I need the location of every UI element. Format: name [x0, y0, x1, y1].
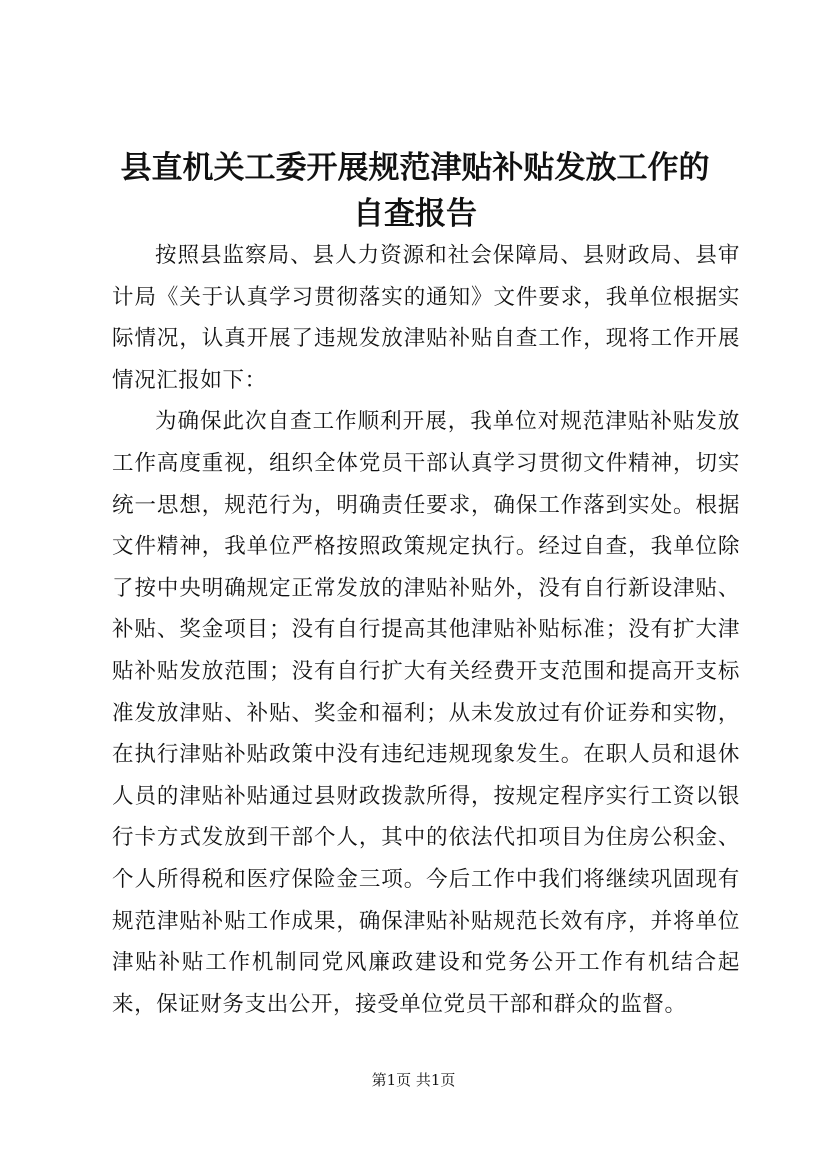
paragraph-intro: 按照县监察局、县人力资源和社会保障局、县财政局、县审计局《关于认真学习贯彻落实的通知》文件要求，我单位根据实际情况，认真开展了违规发放津贴补贴自查工作，现将工作开展情况汇报如下： — [112, 243, 740, 393]
page-number-footer: 第1页 共1页 — [371, 1071, 456, 1089]
document-title: 县直机关工委开展规范津贴补贴发放工作的自查报告 — [120, 150, 710, 232]
document-body — [112, 235, 740, 1025]
paragraph-main: 为确保此次自查工作顺利开展，我单位对规范津贴补贴发放工作高度重视，组织全体党员干部认真学习贯彻文件精神，切实统一思想，规范行为，明确责任要求，确保工作落到实处。根据文件精神，我单位严格按照政策规定执行。经过自查，我单位除了按中央明确规定正常发放的津贴补贴外，没有自行新设津贴、补贴、奖金项目；没有自行提高其他津贴补贴标准；没有扩大津贴补贴发放范围；没有自行扩大有关经费开支范围和提高开支标准发放津贴、补贴、奖金和福利；从未发放过有价证券和实物，在执行津贴补贴政策中没有违纪违规现象发生。在职人员和退休人员的津贴补贴通过县财政拨款所得，按规定程序实行工资以银行卡方式发放到干部个人，其中的依法代扣项目为住房公积金、个人所得税和医疗保险金三项。今后工作中我们将继续巩固现有规范津贴补贴工作成果，确保津贴补贴规范长效有序，并将单位津贴补贴工作机制同党风廉政建设和党务公开工作有机结合起来，保证财务支出公开，接受单位党员干部和群众的监督。 — [112, 409, 740, 1017]
